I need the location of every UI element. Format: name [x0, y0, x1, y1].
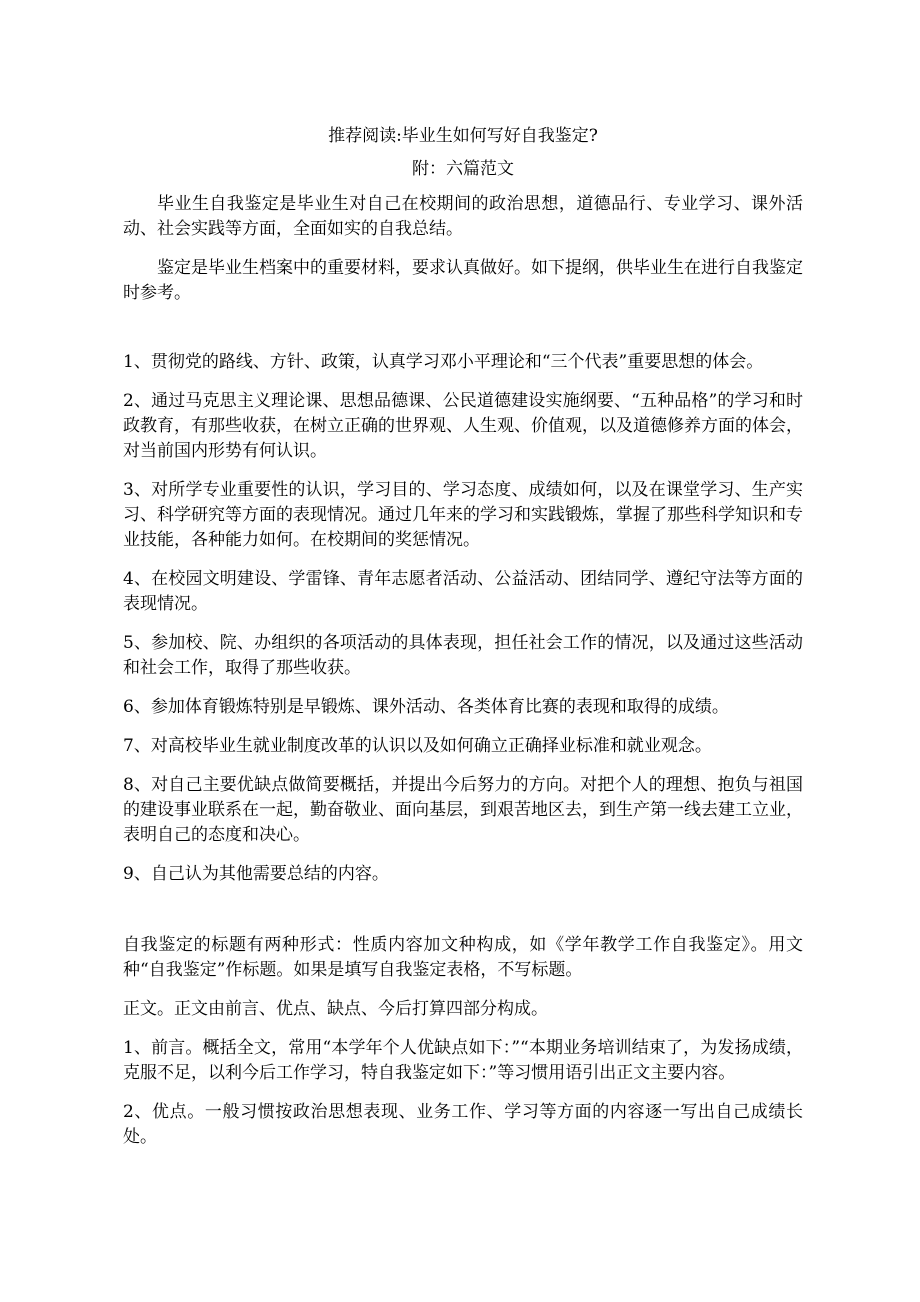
format-paragraph: 正文。正文由前言、优点、缺点、今后打算四部分构成。: [123, 999, 548, 1019]
outline-item: 8、对自己主要优缺点做简要概括，并提出今后努力的方向。对把个人的理想、抱负与祖国的建设事业联系在一起，勤奋敬业、面向基层，到艰苦地区去，到生产第一线去建工立业，表明自己的态度和决心。: [123, 775, 803, 845]
outline-item: 4、在校园文明建设、学雷锋、青年志愿者活动、公益活动、团结同学、遵纪守法等方面的表现情况。: [123, 569, 803, 614]
intro-paragraph: 鉴定是毕业生档案中的重要材料，要求认真做好。如下提纲，供毕业生在进行自我鉴定时参考。: [123, 258, 803, 303]
document-subtitle: 附：六篇范文: [412, 159, 514, 179]
format-paragraph: 自我鉴定的标题有两种形式：性质内容加文种构成，如《学年教学工作自我鉴定》。用文种“自我鉴定”作标题。如果是填写自我鉴定表格，不写标题。: [123, 935, 803, 980]
outline-item: 9、自己认为其他需要总结的内容。: [123, 864, 389, 884]
outline-item: 6、参加体育锻炼特别是早锻炼、课外活动、各类体育比赛的表现和取得的成绩。: [123, 697, 729, 717]
format-paragraph: 2、优点。一般习惯按政治思想表现、业务工作、学习等方面的内容逐一写出自己成绩长处。: [123, 1102, 803, 1147]
document-title: 推荐阅读:毕业生如何写好自我鉴定?: [328, 126, 598, 146]
outline-item: 7、对高校毕业生就业制度改革的认识以及如何确立正确择业标准和就业观念。: [123, 736, 712, 756]
outline-item: 1、贯彻党的路线、方针、政策，认真学习邓小平理论和“三个代表”重要思想的体会。: [123, 352, 764, 372]
outline-item: 2、通过马克思主义理论课、思想品德课、公民道德建设实施纲要、“五种品格”的学习和时政教育，有那些收获，在树立正确的世界观、人生观、价值观，以及道德修养方面的体会，对当前国内形势有何认识。: [123, 391, 803, 461]
outline-item: 3、对所学专业重要性的认识，学习目的、学习态度、成绩如何，以及在课堂学习、生产实习、科学研究等方面的表现情况。通过几年来的学习和实践锻炼，掌握了那些科学知识和专业技能，各种能力如何。在校期间的奖惩情况。: [123, 480, 803, 550]
intro-paragraph: 毕业生自我鉴定是毕业生对自己在校期间的政治思想，道德品行、专业学习、课外活动、社会实践等方面，全面如实的自我总结。: [123, 194, 803, 239]
format-paragraph: 1、前言。概括全文，常用“本学年个人优缺点如下：”“本期业务培训结束了，为发扬成绩，克服不足，以利今后工作学习，特自我鉴定如下：”等习惯用语引出正文主要内容。: [123, 1038, 803, 1083]
document-page: [123, 124, 803, 1164]
section-spacer: [123, 320, 803, 350]
outline-item: 5、参加校、院、办组织的各项活动的具体表现，担任社会工作的情况，以及通过这些活动和社会工作，取得了那些收获。: [123, 633, 803, 678]
section-spacer: [123, 901, 803, 933]
